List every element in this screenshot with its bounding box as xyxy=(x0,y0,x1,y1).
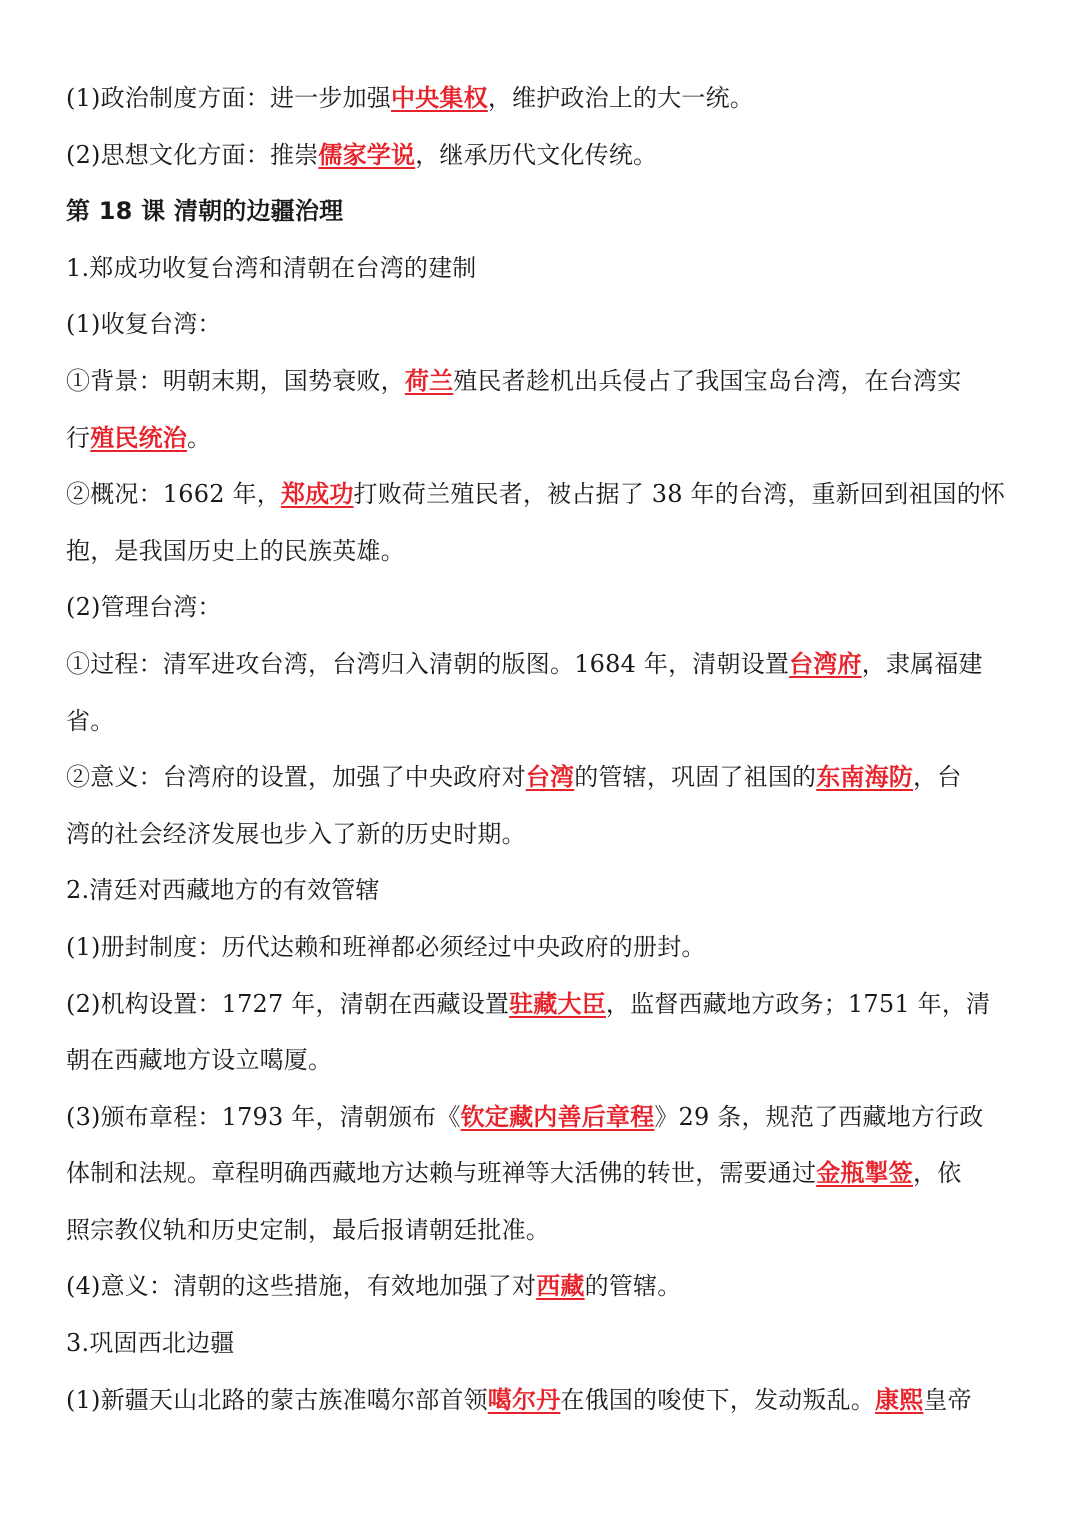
text-segment: 1.郑成功收复台湾和清朝在台湾的建制 xyxy=(66,253,477,282)
key-term: 噶尔丹 xyxy=(487,1385,561,1414)
text-segment: 在俄国的唆使下，发动叛乱。 xyxy=(560,1385,876,1414)
text-segment: ，继承历代文化传统。 xyxy=(415,140,658,169)
key-term: 东南海防 xyxy=(816,763,914,792)
text-line xyxy=(66,296,1018,353)
key-term: 儒家学说 xyxy=(318,140,416,169)
key-term: 金瓶掣签 xyxy=(816,1159,914,1188)
text-segment: 的管辖。 xyxy=(584,1272,682,1301)
text-segment: ，监督西藏地方政务；1751 年，清 xyxy=(605,989,991,1018)
text-line xyxy=(66,862,1018,919)
text-line xyxy=(66,693,1018,750)
key-term: 郑成功 xyxy=(280,480,354,509)
text-segment: 朝在西藏地方设立噶厦。 xyxy=(66,1046,333,1075)
text-line xyxy=(66,70,1018,127)
text-line xyxy=(66,353,1018,410)
text-line xyxy=(66,976,1018,1033)
text-segment: ，隶属福建 xyxy=(861,649,983,678)
lesson-heading xyxy=(66,183,1018,240)
text-segment: 抱，是我国历史上的民族英雄。 xyxy=(66,536,405,565)
text-segment: (1)收复台湾： xyxy=(66,310,222,339)
key-term: 荷兰 xyxy=(404,366,454,395)
text-line xyxy=(66,1315,1018,1372)
text-segment: ①背景：明朝末期，国势衰败， xyxy=(66,366,405,395)
text-segment: (1)政治制度方面：进一步加强 xyxy=(66,84,391,112)
text-segment: ，依 xyxy=(913,1159,962,1188)
text-line xyxy=(66,1372,1018,1429)
text-segment: (2)思想文化方面：推崇 xyxy=(66,140,319,169)
text-segment: (3)颁布章程：1793 年，清朝颁布《 xyxy=(66,1102,461,1131)
text-segment: 行 xyxy=(66,423,91,452)
text-line xyxy=(66,919,1018,976)
text-segment: (1)新疆天山北路的蒙古族准噶尔部首领 xyxy=(66,1385,488,1414)
text-line xyxy=(66,1258,1018,1315)
text-segment: 打败荷兰殖民者，被占据了 38 年的台湾，重新回到祖国的怀 xyxy=(353,480,1006,509)
text-segment: (2)管理台湾： xyxy=(66,593,222,622)
text-segment: ，台 xyxy=(913,763,962,792)
text-segment: 皇帝 xyxy=(923,1385,972,1414)
text-line xyxy=(66,1089,1018,1146)
text-line xyxy=(66,579,1018,636)
text-line xyxy=(66,523,1018,580)
text-segment: ②概况：1662 年， xyxy=(66,480,281,509)
text-line xyxy=(66,1145,1018,1202)
text-segment: (1)册封制度：历代达赖和班禅都必须经过中央政府的册封。 xyxy=(66,932,706,961)
key-term: 钦定藏内善后章程 xyxy=(460,1102,655,1131)
text-segment: 》29 条，规范了西藏地方行政 xyxy=(654,1102,984,1131)
key-term: 康熙 xyxy=(875,1385,924,1414)
text-line xyxy=(66,410,1018,467)
key-term: 西藏 xyxy=(536,1272,585,1301)
text-segment: 殖民者趁机出兵侵占了我国宝岛台湾，在台湾实 xyxy=(453,366,962,395)
text-line xyxy=(66,1032,1018,1089)
text-segment: ①过程：清军进攻台湾，台湾归入清朝的版图。1684 年，清朝设置 xyxy=(66,649,790,678)
text-segment: 省。 xyxy=(66,706,115,735)
text-line xyxy=(66,1202,1018,1259)
text-line xyxy=(66,806,1018,863)
text-segment: (2)机构设置：1727 年，清朝在西藏设置 xyxy=(66,989,510,1018)
text-segment: 第 18 课 清朝的边疆治理 xyxy=(66,197,344,226)
text-line xyxy=(66,240,1018,297)
text-segment: 体制和法规。章程明确西藏地方达赖与班禅等大活佛的转世，需要通过 xyxy=(66,1159,817,1188)
key-term: 殖民统治 xyxy=(90,423,188,452)
key-term: 台湾府 xyxy=(789,649,862,678)
text-line xyxy=(66,636,1018,693)
text-segment: 湾的社会经济发展也步入了新的历史时期。 xyxy=(66,819,526,848)
text-segment: ，维护政治上的大一统。 xyxy=(487,84,755,112)
text-line xyxy=(66,127,1018,184)
text-segment: 2.清廷对西藏地方的有效管辖 xyxy=(66,876,380,905)
key-term: 台湾 xyxy=(525,763,575,792)
text-line xyxy=(66,466,1018,523)
text-segment: (4)意义：清朝的这些措施，有效地加强了对 xyxy=(66,1272,537,1301)
text-line xyxy=(66,749,1018,806)
key-term: 驻藏大臣 xyxy=(509,989,606,1018)
text-segment: 的管辖，巩固了祖国的 xyxy=(574,763,817,792)
text-segment: 照宗教仪轨和历史定制，最后报请朝廷批准。 xyxy=(66,1215,550,1244)
key-term: 中央集权 xyxy=(391,84,488,112)
text-segment: 3.巩固西北边疆 xyxy=(66,1329,235,1358)
text-segment: ②意义：台湾府的设置，加强了中央政府对 xyxy=(66,763,526,792)
text-segment: 。 xyxy=(187,423,212,452)
